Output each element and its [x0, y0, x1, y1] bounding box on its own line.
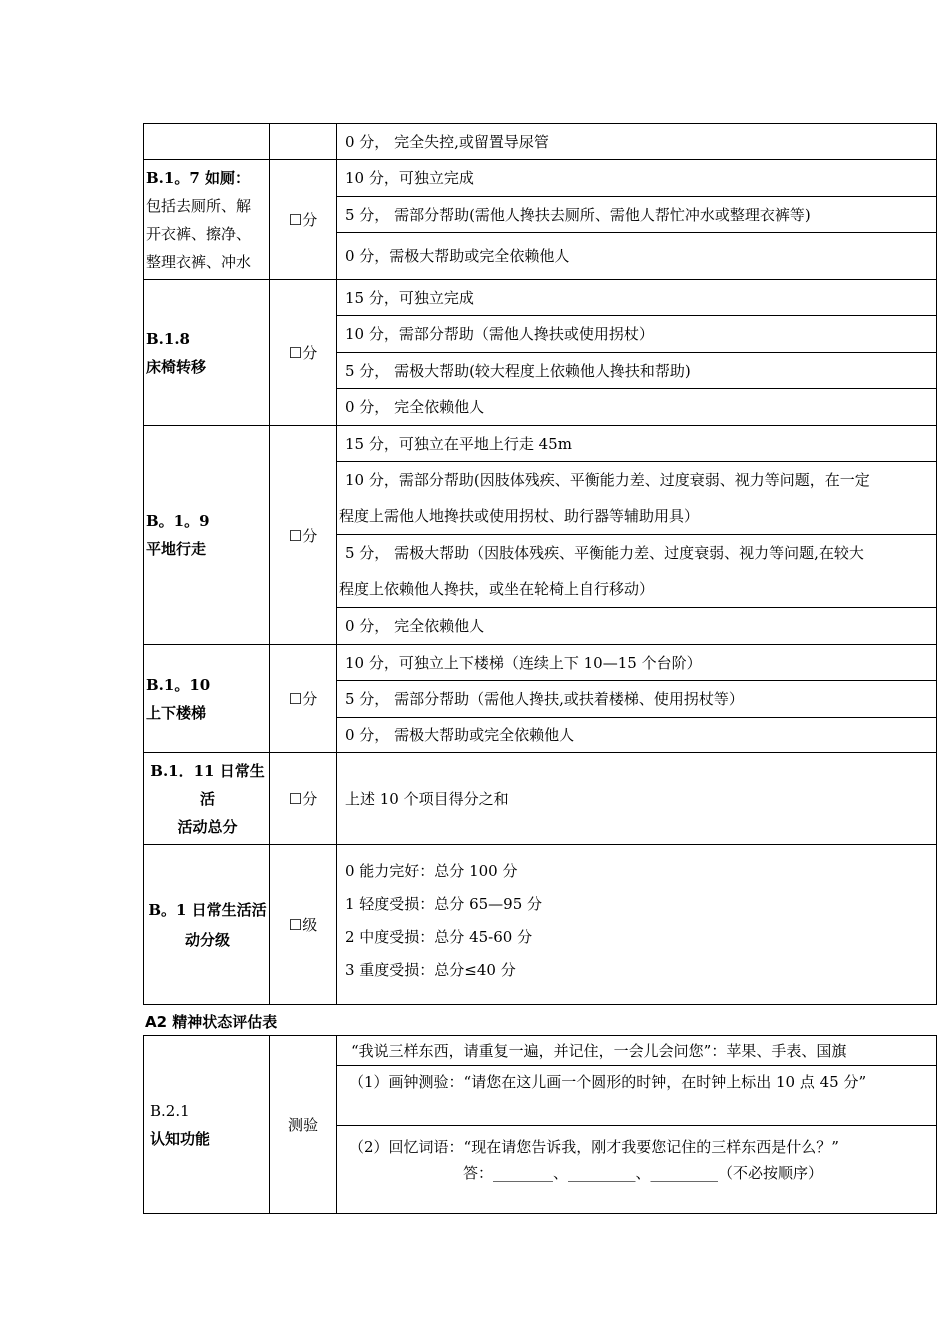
label-line: 整理衣裤、冲水 — [146, 252, 252, 271]
option-text: 10 分，可独立上下楼梯（连续上下 10—15 个台阶） — [337, 645, 937, 681]
score-checkbox[interactable]: ☐分 — [270, 160, 337, 280]
item-label-transfer — [144, 280, 270, 426]
option-text: 上述 10 个项目得分之和 — [337, 753, 937, 845]
option-text: 0 分，需极大帮助或完全依赖他人 — [337, 233, 937, 280]
method-cell: 测验 — [270, 1036, 337, 1214]
section-title: A2 精神状态评估表 — [145, 1013, 278, 1031]
option-text: 10 分，可独立完成 — [337, 160, 937, 197]
label-line: B。1。9 — [146, 512, 210, 530]
mental-status-table — [143, 1035, 937, 1214]
option-text: 5 分， 需极大帮助(较大程度上依赖他人搀扶和帮助) — [337, 353, 937, 389]
label-line: B。1 日常生活活 — [148, 900, 267, 919]
label-line: 床椅转移 — [146, 357, 207, 376]
grade-item: 0 能力完好：总分 100 分 — [345, 862, 518, 880]
instruction-text: “我说三样东西，请重复一遍，并记住，一会儿会问您”：苹果、手表、国旗 — [337, 1036, 937, 1066]
label-line: 活 — [199, 789, 215, 808]
label-line: 上下楼梯 — [146, 703, 207, 722]
option-text: 0 分， 需极大帮助或完全依赖他人 — [337, 718, 937, 753]
adl-assessment-table — [143, 123, 937, 1005]
label-line: B.1。10 — [146, 675, 211, 694]
label-line: 动分级 — [184, 930, 230, 949]
option-text: 10 分，需部分帮助（需他人搀扶或使用拐杖） — [337, 316, 937, 353]
score-cell-empty — [270, 124, 337, 160]
option-text: 0 分， 完全依赖他人 — [337, 608, 937, 645]
label-line: B.2.1 — [150, 1101, 190, 1120]
item-label-adl-total — [144, 753, 270, 845]
label-line: B.1．11 日常生 — [150, 761, 265, 780]
option-text: 0 分， 完全依赖他人 — [337, 389, 937, 426]
label-line: B.1.8 — [146, 329, 190, 348]
recall-answer-line[interactable]: 答：________、_________、_________（不必按顺序） — [463, 1164, 824, 1182]
option-line: 10 分，需部分帮助(因肢体残疾、平衡能力差、过度衰弱、视力等问题，在一定 — [345, 471, 870, 489]
option-text: 15 分，可独立在平地上行走 45m — [337, 426, 937, 462]
item-label-walking — [144, 426, 270, 645]
grade-item: 1 轻度受损：总分 65—95 分 — [345, 895, 543, 913]
option-line: 程度上需他人地搀扶或使用拐杖、助行器等辅助用具） — [339, 507, 700, 525]
option-text: 5 分， 需部分帮助（需他人搀扶,或扶着楼梯、使用拐杖等） — [337, 681, 937, 718]
label-line: 认知功能 — [150, 1129, 211, 1148]
score-checkbox[interactable]: ☐分 — [270, 645, 337, 753]
option-text: 0 分， 完全失控,或留置导尿管 — [337, 124, 937, 160]
option-line: 程度上依赖他人搀扶，或坐在轮椅上自行移动） — [339, 580, 655, 598]
label-line: 平地行走 — [146, 540, 207, 558]
clock-test-text: （1）画钟测验：“请您在这儿画一个圆形的时钟，在时钟上标出 10 点 45 分” — [337, 1066, 937, 1126]
score-checkbox[interactable]: ☐分 — [270, 753, 337, 845]
label-line: 开衣裤、擦净、 — [146, 224, 252, 243]
recall-test-cell — [337, 1126, 937, 1214]
grade-list — [337, 845, 937, 1005]
label-line: 包括去厕所、解 — [146, 196, 252, 215]
option-text-multiline — [337, 462, 937, 535]
score-checkbox[interactable]: ☐分 — [270, 280, 337, 426]
option-line: 5 分， 需极大帮助（因肢体残疾、平衡能力差、过度衰弱、视力等问题,在较大 — [345, 544, 864, 562]
grade-item: 2 中度受损：总分 45-60 分 — [345, 928, 533, 946]
score-checkbox[interactable]: ☐分 — [270, 426, 337, 645]
item-label-stairs — [144, 645, 270, 753]
grade-item: 3 重度受损：总分≤40 分 — [345, 961, 516, 979]
item-label-toilet — [144, 160, 270, 280]
recall-question: （2）回忆词语：“现在请您告诉我，刚才我要您记住的三样东西是什么？” — [349, 1138, 839, 1156]
item-label-cognition — [144, 1036, 270, 1214]
label-line: B.1。7 如厕： — [146, 168, 250, 187]
option-text: 5 分， 需部分帮助(需他人搀扶去厕所、需他人帮忙冲水或整理衣裤等) — [337, 197, 937, 233]
item-label-adl-grade — [144, 845, 270, 1005]
label-line: 活动总分 — [177, 817, 238, 836]
option-text: 15 分，可独立完成 — [337, 280, 937, 316]
grade-checkbox[interactable]: ☐级 — [270, 845, 337, 1005]
label-cell-empty — [144, 124, 270, 160]
option-text-multiline — [337, 535, 937, 608]
